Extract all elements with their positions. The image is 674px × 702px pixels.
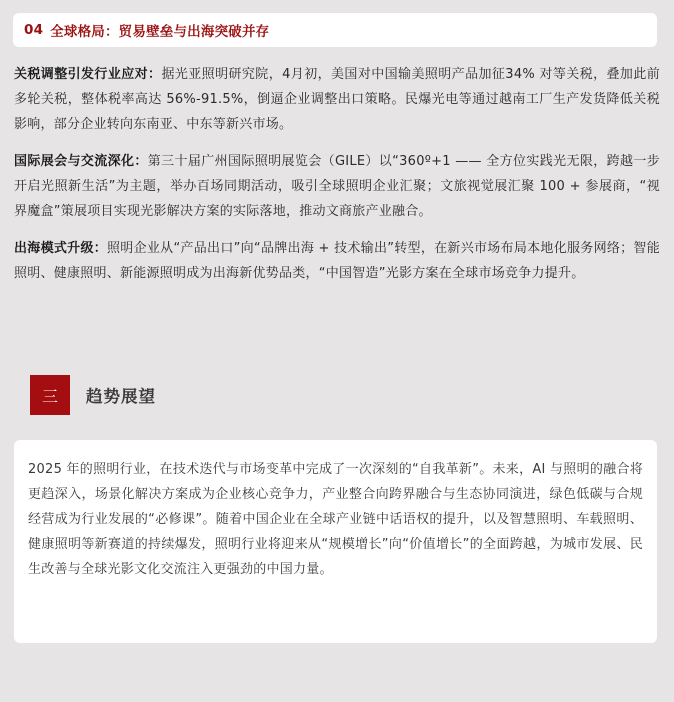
paragraph-body: 第三十届广州国际照明展览会（GILE）以“360º+1 —— 全方位实践光无限，跨越一步开启光照新生活”为主题，举办百场同期活动，吸引全球照明企业汇聚；文旅视觉展汇聚 100 + 参展商，“视界魔盒”策展项目实现光影解决方案的实际落地，推动文商旅产业融合。 (14, 154, 660, 219)
paragraph-lead: 国际展会与交流深化： (14, 154, 148, 169)
section-title: 全球格局：贸易壁垒与出海突破并存 (50, 24, 270, 40)
section-heading-04 (13, 13, 657, 47)
section-paragraphs (14, 62, 660, 298)
trend-card (14, 440, 657, 643)
paragraph-lead: 关税调整引发行业应对： (14, 67, 162, 82)
trend-heading (30, 375, 156, 415)
trend-title: 趋势展望 (86, 387, 156, 406)
paragraph-exhibition (14, 149, 660, 224)
paragraph-body: 据光亚照明研究院，4月初，美国对中国输美照明产品加征34% 对等关税，叠加此前多轮关税，整体税率高达 56%-91.5%，倒逼企业调整出口策略。民爆光电等通过越南工厂生产发货降低关税影响，部分企业转向东南亚、中东等新兴市场。 (14, 67, 660, 132)
paragraph-lead: 出海模式升级： (14, 241, 108, 256)
section-badge: 三 (30, 375, 70, 415)
section-number: 04 (24, 22, 44, 38)
paragraph-body: 照明企业从“产品出口”向“品牌出海 + 技术输出”转型，在新兴市场布局本地化服务网络；智能照明、健康照明、新能源照明成为出海新优势品类，“中国智造”光影方案在全球市场竞争力提升。 (14, 241, 660, 281)
paragraph-overseas (14, 236, 660, 286)
trend-text: 2025 年的照明行业，在技术迭代与市场变革中完成了一次深刻的“自我革新”。未来，AI 与照明的融合将更趋深入，场景化解决方案成为企业核心竞争力，产业整合向跨界融合与生态协同演进，绿色低碳与合规经营成为行业发展的“必修课”。随着中国企业在全球产业链中话语权的提升，以及智慧照明、车载照明、健康照明等新赛道的持续爆发，照明行业将迎来从“规模增长”向“价值增长”的全面跨越，为城市发展、民生改善与全球光影文化交流注入更强劲的中国力量。 (28, 462, 643, 577)
paragraph-tariff (14, 62, 660, 137)
